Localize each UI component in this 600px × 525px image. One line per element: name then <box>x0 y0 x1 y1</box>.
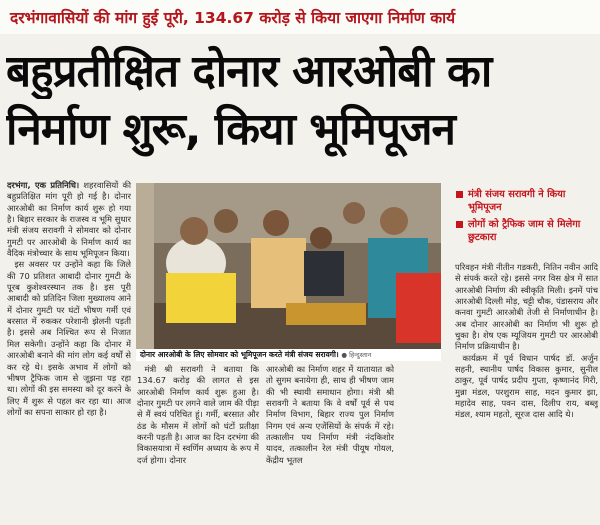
column-4-para-2: कार्यक्रम में पूर्व विधान पार्षद डॉ. अर्जुन सहनी, स्थानीय पार्षद विकास कुमार, सुनील ठाकुर, पूर्व पार्षद प्रदीप गुप्ता, कृष्णानंद गिरी, मुन्ना मंडल, परशुराम साह, मदन कुमार झा, महादेव साह, पवन दास, दिलीप राय, बब्लू मंडल, श्याम महतो, सूरज दास आदि थे। <box>455 352 598 420</box>
column-2-para-1: मंत्री श्री सरावगी ने बताया कि 134.67 करोड़ की लागत से इस आरओबी निर्माण कार्य शुरू हुआ है। दोनार गुमटी पर लगने वाले जाम की पीड़ा से मैं स्वयं परिचित हूं। गर्मी, बरसात और ठंड के मौसम में लोगों को घंटों प्रतीक्षा करनी पड़ती है। आज का दिन दरभंगा की विकासयात्रा में स्वर्णिम अध्याय के रूप में दर्ज होगा। दोनार <box>137 364 259 465</box>
photo-caption <box>136 349 441 361</box>
highlight-item <box>456 218 598 244</box>
caption-source-name: हिन्दुस्तान <box>349 351 372 359</box>
main-headline-line-1: बहुप्रतीक्षित दोनार आरओबी का <box>6 46 492 97</box>
bhumipujan-photo-illustration <box>136 183 441 349</box>
square-bullet-icon <box>456 191 463 198</box>
caption-text: दोनार आरओबी के लिए सोमवार को भूमिपूजन करते मंत्री संजय सरावगी। <box>140 350 339 359</box>
highlight-item <box>456 188 598 214</box>
kicker-headline: दरभंगावासियों की मांग हुई पूरी, 134.67 करोड़ से किया जाएगा निर्माण कार्य <box>0 0 600 34</box>
column-1-para-1 <box>7 180 131 259</box>
article-column-3 <box>266 364 394 525</box>
event-photo <box>136 183 441 349</box>
column-3-para-1: आरओबी का निर्माण शहर में यातायात को तो सुगम बनायेगा ही, साथ ही भीषण जाम की भी स्थायी समाधान होगा। मंत्री श्री सरावगी ने बताया कि वे वर्षों पूर्व से पथ निर्माण विभाग, बिहार राज्य पुल निर्माण निगम एवं अन्य एजेंसियों के संपर्क में रहे। तत्कालीन पथ निर्माण मंत्री नंदकिशोर यादव, तत्कालीन रेल मंत्री पीयूष गोयल, केंद्रीय भूतल <box>266 364 394 465</box>
highlight-text-1: मंत्री संजय सरावगी ने किया भूमिपूजन <box>468 189 566 213</box>
dateline: दरभंगा, एक प्रतिनिधि। <box>7 180 80 190</box>
article-column-2 <box>137 364 259 525</box>
highlight-text-2: लोगों को ट्रैफिक जाम से मिलेगा छुटकारा <box>468 219 581 243</box>
main-headline-line-2: निर्माण शुरू, किया भूमिपूजन <box>6 104 455 155</box>
article-column-1 <box>7 180 131 525</box>
highlights-box <box>456 188 598 258</box>
column-1-text-1: शहरवासियों की बहुप्रतिक्षित मांग पूरी हो गई है। दोनार आरओबी का निर्माण कार्य शुरू हो गया है। बिहार सरकार के राजस्व व भूमि सुधार मंत्री संजय सरावगी ने सोमवार को दोनार गुमटी पर आरओबी के निर्माण कार्य का वैदिक मंत्रोच्चार के साथ भूमिपूजन किया। <box>7 180 131 259</box>
column-1-para-2: इस अवसर पर उन्होंने कहा कि जिले की 70 प्रतिशत आबादी दोनार गुमटी के पूरब कुशेश्वरस्थान तक है। इस पूरी आबादी को प्रतिदिन जिला मुख्यालय आने में दोनार गुमटी पर घंटों भीषण गर्मी एवं बरसात में रुककर परेशानी झेलनी पड़ती है। इससे अब निश्चित रूप से निजात मिल सकेगी। उन्होंने कहा कि दोनार में आरओबी बनाने की मांग लोग कई वर्षों से कर रहे थे। इसके अभाव में लोगों को भीषण ट्रैफिक जाम से जूझना पड़ रहा था। लोगों की इस समस्या को दूर करने के लिए मैं शुरू से पहल कर रहा था। आज लोगों का सपना साकार हो रहा है। <box>7 259 131 417</box>
caption-source: ● हिन्दुस्तान <box>341 351 372 359</box>
square-bullet-icon <box>456 221 463 228</box>
article-column-4 <box>455 262 598 525</box>
column-4-para-1: परिवहन मंत्री नीतीन गडकरी, नितिन नवीन आदि से संपर्क करते रहे। इससे नगर विस क्षेत्र में सात आरओबी निर्माण की स्वीकृति मिली। इनमें पांच आरओबी दिल्ली मोड़, चट्टी चौक, पंडासराय और कनवा गुमटी आरओबी तेजी से निर्माणाधीन है। अब दोनार आरओबी का निर्माण भी शुरू हो चुका है। शेष एक म्यूजियम गुमटी पर आरओबी निर्माण प्रक्रियाधीन है। <box>455 262 598 352</box>
